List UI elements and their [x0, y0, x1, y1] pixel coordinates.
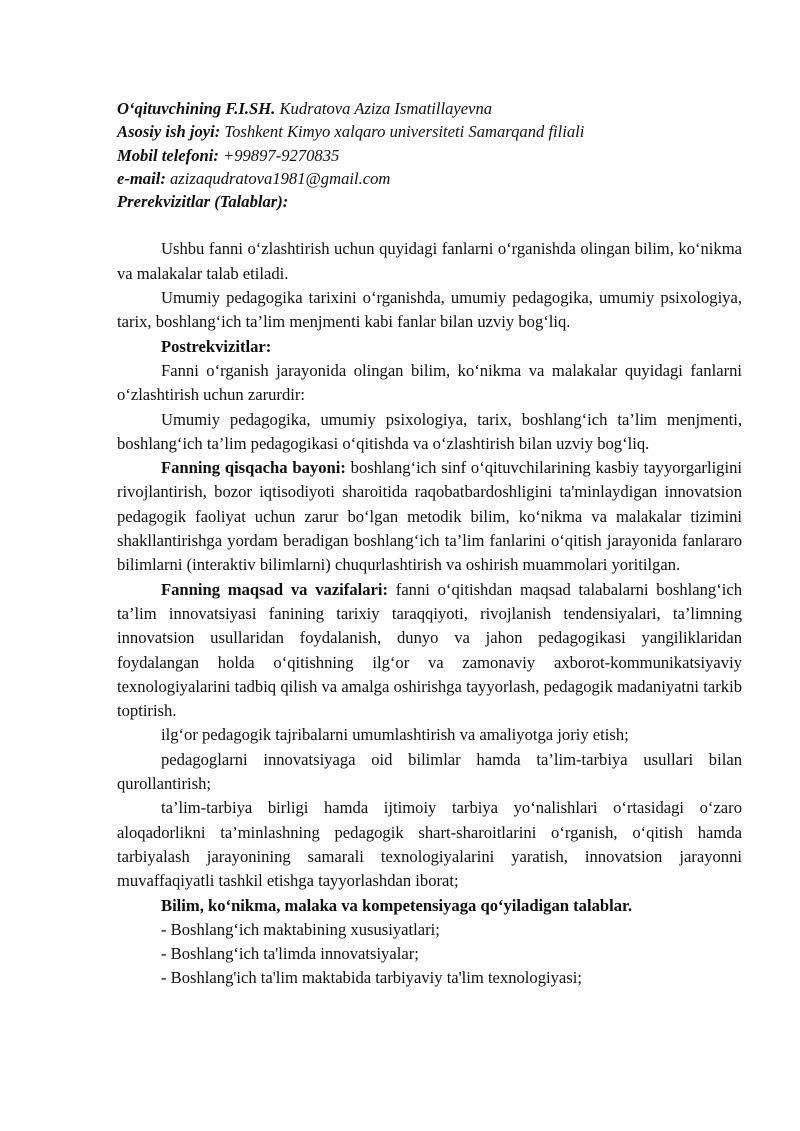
workplace-value: Toshkent Kimyo xalqaro universiteti Samarqand filiali [224, 122, 585, 142]
paragraph-task-2: pedagoglarni innovatsiyaga oid bilimlar hamda ta’lim-tarbiya usullari bilan qurollantirish; [117, 749, 742, 794]
paragraph-goals [117, 578, 742, 724]
paragraph-summary [117, 456, 742, 577]
prereq-heading: Prerekvizitlar (Talablar): [117, 192, 289, 212]
workplace-label: Asosiy ish joyi: [117, 122, 221, 142]
requirements-heading-line [117, 894, 742, 918]
goals-text: fanni o‘qitishdan maqsad talabalarni boshlang‘ich ta’lim innovatsiyasi fanining tarixiy taraqqiyoti, rivojlanish tendensiyalari, ta’limning innovatsion usullaridan foydalanish, dunyo va jahon pedagogikasi yangiliklaridan foydalangan holda o‘qitishning ilg‘or va zamonaviy axborot-kommunikatsiyaviy texnologiyalarini tadbiq qilish va amalga oshirishga tayyorlash, pedagogik madaniyatni tarkib toptirish. [117, 579, 742, 721]
list-item: - Boshlang'ich ta'lim maktabida tarbiyaviy ta'lim texnologiyasi; [161, 968, 582, 988]
list-item: - Boshlang‘ich ta'limda innovatsiyalar; [161, 944, 419, 964]
prereq-heading-line [117, 190, 742, 213]
phone-line [117, 144, 742, 167]
paragraph-task-3: ta’lim-tarbiya birligi hamda ijtimoiy tarbiya yo‘nalishlari o‘rtasidagi o‘zaro aloqadorlikni ta’minlashning pedagogik shart-sharoitlarini o‘rganish, o‘qitish hamda tarbiyalash jarayonining samarali texnologiyalarini yaratish, innovatsion jarayonni muvaffaqiyatli tashkil etishga tayyorlashdan iborat; [117, 798, 742, 891]
list-item: - Boshlang‘ich maktabining xususiyatlari; [161, 919, 440, 939]
email-value: azizaqudratova1981@gmail.com [170, 168, 391, 188]
workplace-line [117, 120, 742, 143]
postreq-heading-line [117, 335, 742, 359]
spacer [117, 213, 742, 237]
document-page [117, 97, 742, 991]
email-line [117, 167, 742, 190]
paragraph-task-1: ilg‘or pedagogik tajribalarni umumlashtirish va amaliyotga joriy etish; [161, 725, 629, 745]
phone-label: Mobil telefoni: [117, 145, 219, 165]
summary-text: boshlang‘ich sinf o‘qituvchilarining kasbiy tayyorgarligini rivojlantirish, bozor iqtisodiyoti sharoitida raqobatbardoshligini ta'minlaydigan innovatsion pedagogik faoliyat uchun zarur bo‘lgan metodik bilim, ko‘nikma va malakalar tizimini shakllantirishga yordam beradigan boshlang‘ich ta’lim fanlarini o‘qitish jarayonida fanlararo bilimlarni (interaktiv bilimlarni) chuqurlashtirish va oshirish muammolari yoritilgan. [117, 458, 742, 575]
teacher-line [117, 97, 742, 120]
teacher-label: O‘qituvchining F.I.SH. [117, 99, 276, 118]
teacher-name: Kudratova Aziza Ismatillayevna [279, 99, 493, 118]
postreq-heading: Postrekvizitlar: [161, 336, 272, 356]
requirements-heading: Bilim, ko‘nikma, malaka va kompetensiyaga qo‘yiladigan talablar. [161, 895, 632, 915]
paragraph-postreq-subjects: Umumiy pedagogika, umumiy psixologiya, tarix, boshlang‘ich ta’lim menjmenti, boshlang‘ich ta’lim pedagogikasi o‘qitishda va o‘zlashtirish bilan uzviy bog‘liq. [117, 409, 742, 453]
phone-value: +99897-9270835 [223, 145, 340, 165]
goals-label: Fanning maqsad va vazifalari: [161, 579, 389, 599]
summary-label: Fanning qisqacha bayoni: [161, 458, 346, 478]
paragraph-prereq-intro: Ushbu fanni o‘zlashtirish uchun quyidagi fanlarni o‘rganishda olingan bilim, ko‘nikma va malakalar talab etiladi. [117, 239, 742, 283]
paragraph-postreq-intro: Fanni o‘rganish jarayonida olingan bilim, ko‘nikma va malakalar quyidagi fanlarni o‘zlashtirish uchun zarurdir: [117, 360, 742, 405]
email-label: e-mail: [117, 168, 166, 188]
paragraph-prereq-subjects: Umumiy pedagogika tarixini o‘rganishda, umumiy pedagogika, umumiy psixologiya, tarix, boshlang‘ich ta’lim menjmenti kabi fanlar bilan uzviy bog‘liq. [117, 288, 742, 332]
